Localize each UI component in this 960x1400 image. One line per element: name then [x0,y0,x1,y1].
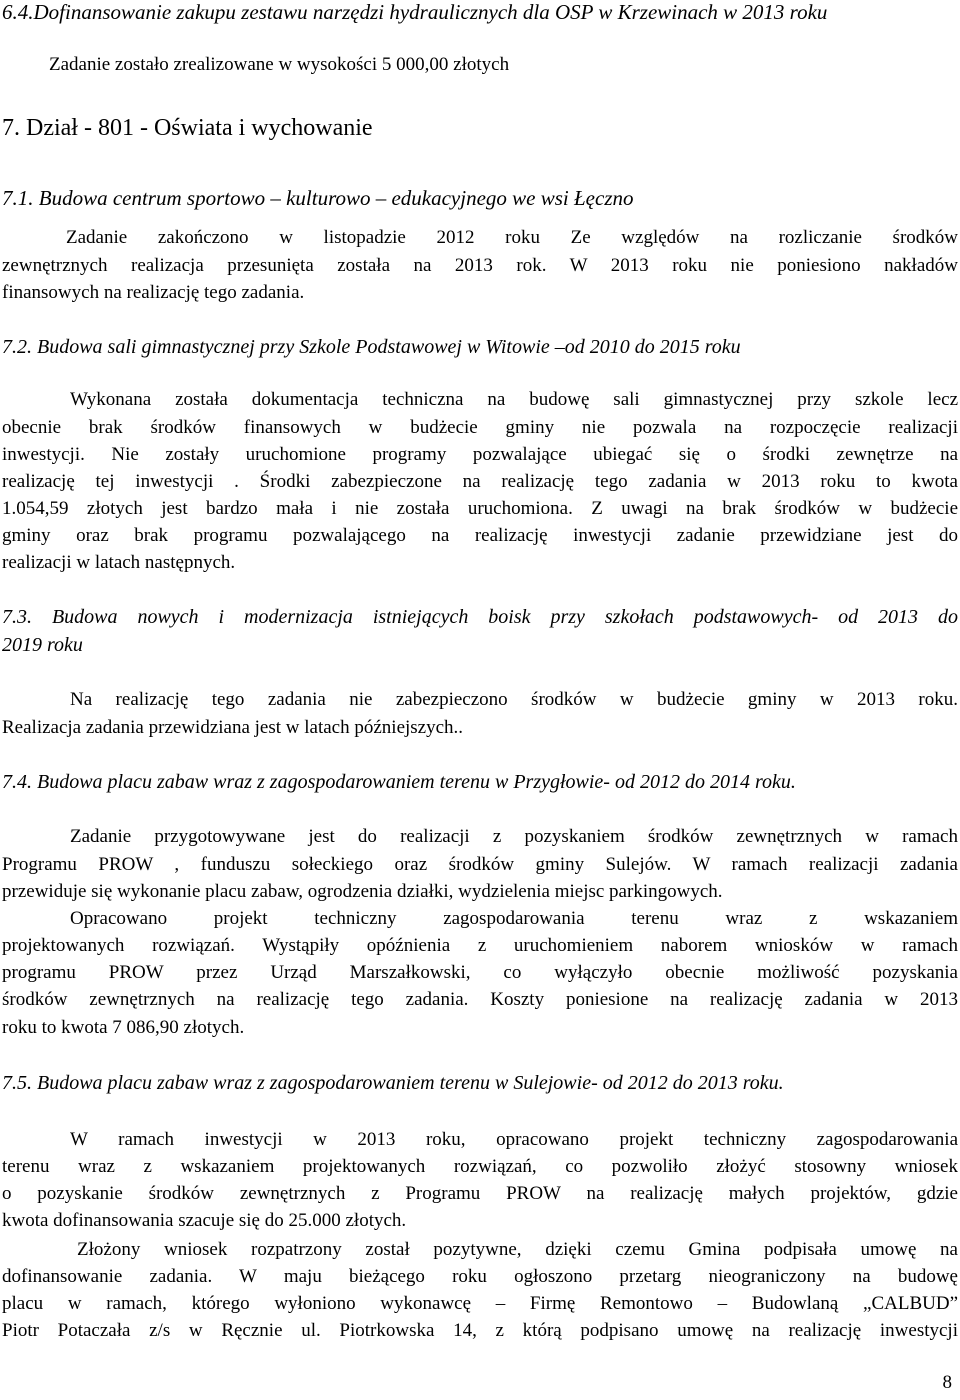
section-7-2-line: obecnie brak środków finansowych w budżecie gminy nie pozwala na rozpoczęcie realizacji [2,417,958,438]
section-7-1-line: zewnętrznych realizacja przesunięta została na 2013 rok. W 2013 roku nie poniesiono nakładów [2,255,958,276]
section-7-1-line: Zadanie zakończono w listopadzie 2012 roku Ze względów na rozliczanie środków [66,227,958,248]
section-7-4-line: Programu PROW , funduszu sołeckiego oraz środków gminy Sulejów. W ramach realizacji zadania [2,854,958,875]
section-7-5-line: placu w ramach, którego wyłoniono wykonawcę – Firmę Remontowo – Budowlaną „CALBUD” [2,1293,958,1314]
section-7-4-heading: 7.4. Budowa placu zabaw wraz z zagospodarowaniem terenu w Przygłowie- od 2012 do 2014 roku. [2,771,796,793]
section-7-2-heading: 7.2. Budowa sali gimnastycznej przy Szkole Podstawowej w Witowie –od 2010 do 2015 roku [2,336,741,358]
section-7-2-line: realizacji w latach następnych. [2,552,236,573]
section-7-2-line: Wykonana została dokumentacja techniczna na budowę sali gimnastycznej przy szkole lecz [70,389,958,410]
section-7-4-line: Zadanie przygotowywane jest do realizacji z pozyskaniem środków zewnętrznych w ramach [70,826,958,847]
section-7-5-line: kwota dofinansowania szacuje się do 25.000 złotych. [2,1210,407,1231]
section-7-5-line: terenu wraz z wskazaniem projektowanych rozwiązań, co pozwoliło złożyć stosowny wniosek [2,1156,958,1177]
section-7-1-heading: 7.1. Budowa centrum sportowo – kulturowo – edukacyjnego we wsi Łęczno [2,186,634,210]
section-7-4-line: środków zewnętrznych na realizację tego zadania. Koszty poniesione na realizację zadania w 2013 [2,989,958,1010]
section-7-2-line: realizację tej inwestycji . Środki zabezpieczone na realizację tego zadania w 2013 roku to kwota [2,471,958,492]
section-6-4-text: Zadanie zostało zrealizowane w wysokości 5 000,00 złotych [49,54,510,75]
section-7-2-line: 1.054,59 złotych jest bardzo mała i nie została uruchomiona. Z uwagi na brak środków w budżecie [2,498,958,519]
section-7-3-line: Na realizację tego zadania nie zabezpieczono środków w budżecie gminy w 2013 roku. [70,689,958,710]
section-7-4-line: projektowanych rozwiązań. Wystąpiły opóźnienia z uruchomieniem naborem wniosków w ramach [2,935,958,956]
section-7-3-heading-cont: 2019 roku [2,634,83,656]
section-7-2-line: gminy oraz brak programu pozwalającego na realizację inwestycji zadanie przewidziane jest do [2,525,958,546]
section-7-3-line: Realizacja zadania przewidziana jest w latach późniejszych.. [2,717,464,738]
section-7-5-line: Złożony wniosek rozpatrzony został pozytywne, dzięki czemu Gmina podpisała umowę na [77,1239,958,1260]
section-7-2-line: inwestycji. Nie zostały uruchomione programy pozwalające ubiegać się o środki zewnętrze na [2,444,958,465]
section-7-5-line: o pozyskanie środków zewnętrznych z Programu PROW na realizację małych projektów, gdzie [2,1183,958,1204]
section-7-5-line: dofinansowanie zadania. W maju bieżącego roku ogłoszono przetarg nieograniczony na budowę [2,1266,958,1287]
section-7-4-line: programu PROW przez Urząd Marszałkowski, co wyłączyło obecnie możliwość pozyskania [2,962,958,983]
section-7-5-line: Piotr Potaczała z/s w Ręcznie ul. Piotrkowska 14, z którą podpisano umowę na realizację inwestycji [2,1320,958,1341]
section-7-4-line: Opracowano projekt techniczny zagospodarowania terenu wraz z wskazaniem [70,908,958,929]
section-6-4-heading: 6.4.Dofinansowanie zakupu zestawu narzędzi hydraulicznych dla OSP w Krzewinach w 2013 roku [2,0,828,24]
section-7-5-heading: 7.5. Budowa placu zabaw wraz z zagospodarowaniem terenu w Sulejowie- od 2012 do 2013 roku. [2,1072,784,1094]
section-7-1-line: finansowych na realizację tego zadania. [2,282,305,303]
section-7-3-heading: 7.3. Budowa nowych i modernizacja istniejących boisk przy szkołach podstawowych- od 2013 do [2,606,958,628]
section-7-4-line: przewiduje się wykonanie placu zabaw, ogrodzenia działki, wydzielenia miejsc parkingowych. [2,881,723,902]
chapter-7-heading: 7. Dział - 801 - Oświata i wychowanie [2,115,373,141]
section-7-4-line: roku to kwota 7 086,90 złotych. [2,1017,245,1038]
page-number: 8 [942,1372,952,1393]
section-7-5-line: W ramach inwestycji w 2013 roku, opracowano projekt techniczny zagospodarowania [70,1129,958,1150]
